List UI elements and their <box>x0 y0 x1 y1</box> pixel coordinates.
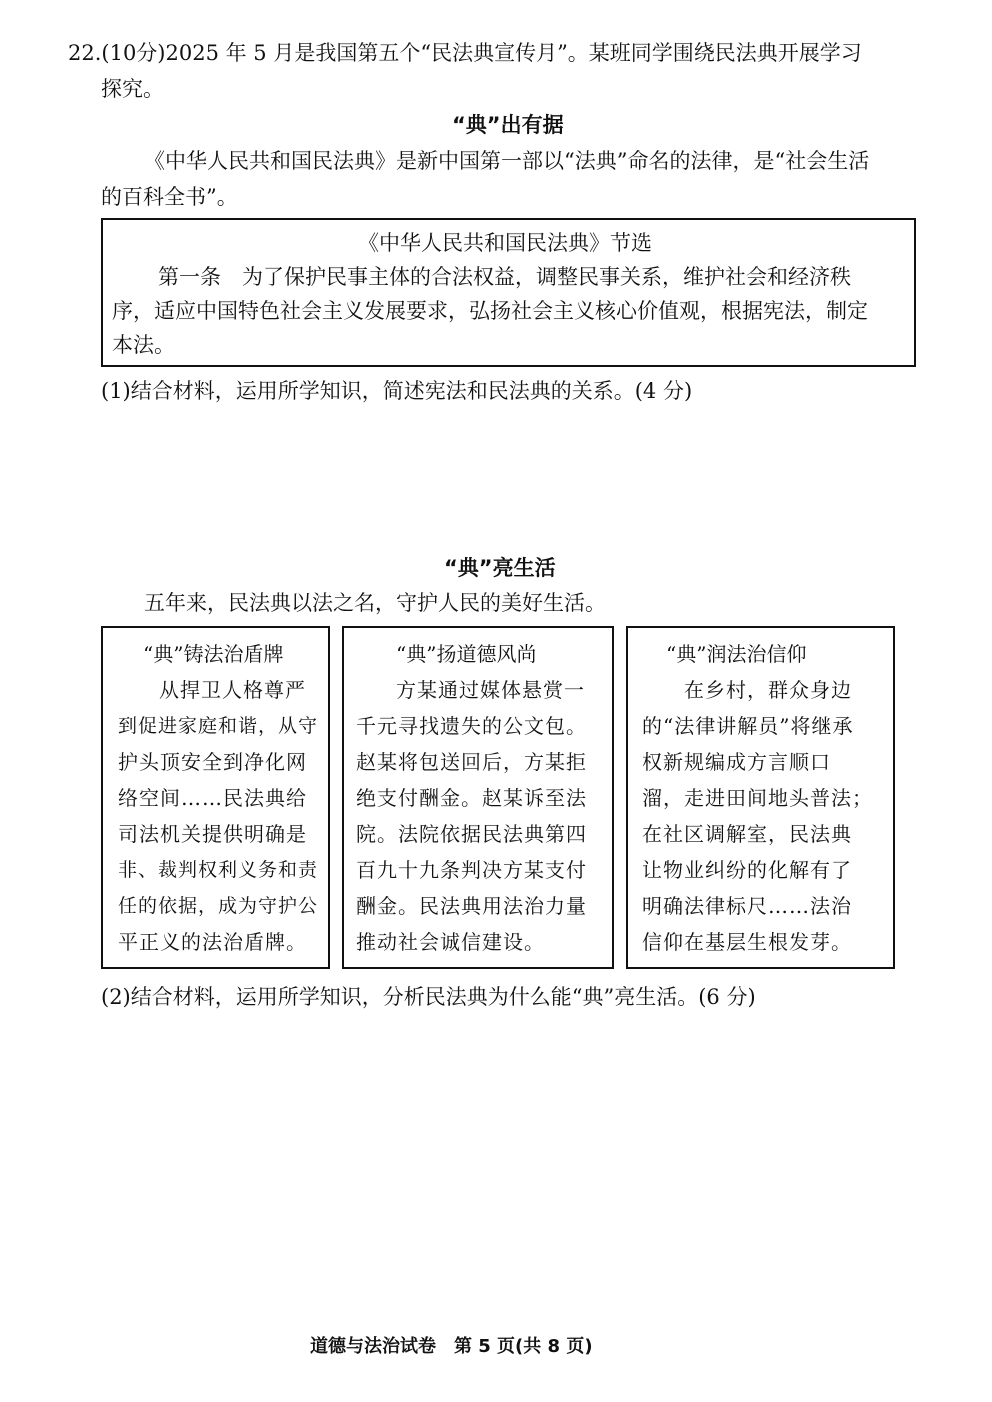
section1-intro-line-1: 《中华人民共和国民法典》是新中国第一部以“法典”命名的法律，是“社会生活 <box>144 149 870 173</box>
column-line: 的“法律讲解员”将继承 <box>642 714 854 738</box>
column-line: 溜，走进田间地头普法； <box>642 786 873 810</box>
column-line: 在社区调解室，民法典 <box>642 822 852 846</box>
excerpt-title: 《中华人民共和国民法典》节选 <box>358 231 652 255</box>
column-line: 护头顶安全到净化网 <box>118 750 307 774</box>
excerpt-line-3: 本法。 <box>112 333 175 357</box>
civil-code-excerpt-box <box>101 218 916 367</box>
column-line: 院。法院依据民法典第四 <box>356 822 587 846</box>
column-line: 明确法律标尺……法治 <box>642 894 852 918</box>
column-title: “典”扬道德风尚 <box>396 642 537 666</box>
column-line: 绝支付酬金。赵某诉至法 <box>356 786 587 810</box>
column-line: 非、裁判权利义务和责 <box>118 859 319 881</box>
column-line: 方某通过媒体悬赏一 <box>396 678 585 702</box>
column-line: 百九十九条判决方某支付 <box>356 858 587 882</box>
section2-heading: “典”亮生活 <box>444 556 556 580</box>
section2-intro: 五年来，民法典以法之名，守护人民的美好生活。 <box>144 591 606 615</box>
sub-question-1: (1)结合材料，运用所学知识，简述宪法和民法典的关系。(4 分) <box>101 379 693 403</box>
section1-intro-line-2: 的百科全书”。 <box>101 185 238 209</box>
column-line: 推动社会诚信建设。 <box>356 930 545 954</box>
page-footer: 道德与法治试卷 第 5 页(共 8 页) <box>310 1336 593 1357</box>
column-line: 在乡村，群众身边 <box>684 678 852 702</box>
column-line: 信仰在基层生根发芽。 <box>642 930 852 954</box>
column-box-shield <box>101 626 330 969</box>
column-line: 从捍卫人格尊严 <box>159 678 306 702</box>
column-line: 赵某将包送回后，方某拒 <box>356 750 587 774</box>
column-line: 络空间……民法典给 <box>118 786 307 810</box>
question-line-2: 探究。 <box>101 77 164 101</box>
column-line: 酬金。民法典用法治力量 <box>356 894 587 918</box>
excerpt-line-1: 第一条 为了保护民事主体的合法权益，调整民事关系，维护社会和经济秩 <box>158 265 851 289</box>
section1-heading: “典”出有据 <box>452 113 564 137</box>
column-line: 任的依据，成为守护公 <box>118 895 319 917</box>
column-line: 权新规编成方言顺口 <box>642 750 831 774</box>
column-title: “典”铸法治盾牌 <box>143 642 284 666</box>
column-line: 让物业纠纷的化解有了 <box>642 858 852 882</box>
column-line: 司法机关提供明确是 <box>118 822 307 846</box>
excerpt-line-2: 序，适应中国特色社会主义发展要求，弘扬社会主义核心价值观，根据宪法，制定 <box>112 299 868 323</box>
column-line: 平正义的法治盾牌。 <box>118 930 307 954</box>
column-line: 千元寻找遗失的公文包。 <box>356 714 587 738</box>
column-title: “典”润法治信仰 <box>666 642 807 666</box>
column-line: 到促进家庭和谐，从守 <box>118 715 319 737</box>
sub-question-2: (2)结合材料，运用所学知识，分析民法典为什么能“典”亮生活。(6 分) <box>101 985 756 1009</box>
column-box-morality <box>342 626 614 969</box>
column-box-faith <box>626 626 895 969</box>
question-line-1: 22.(10分)2025 年 5 月是我国第五个“民法典宣传月”。某班同学围绕民法典开展学习 <box>68 41 862 65</box>
